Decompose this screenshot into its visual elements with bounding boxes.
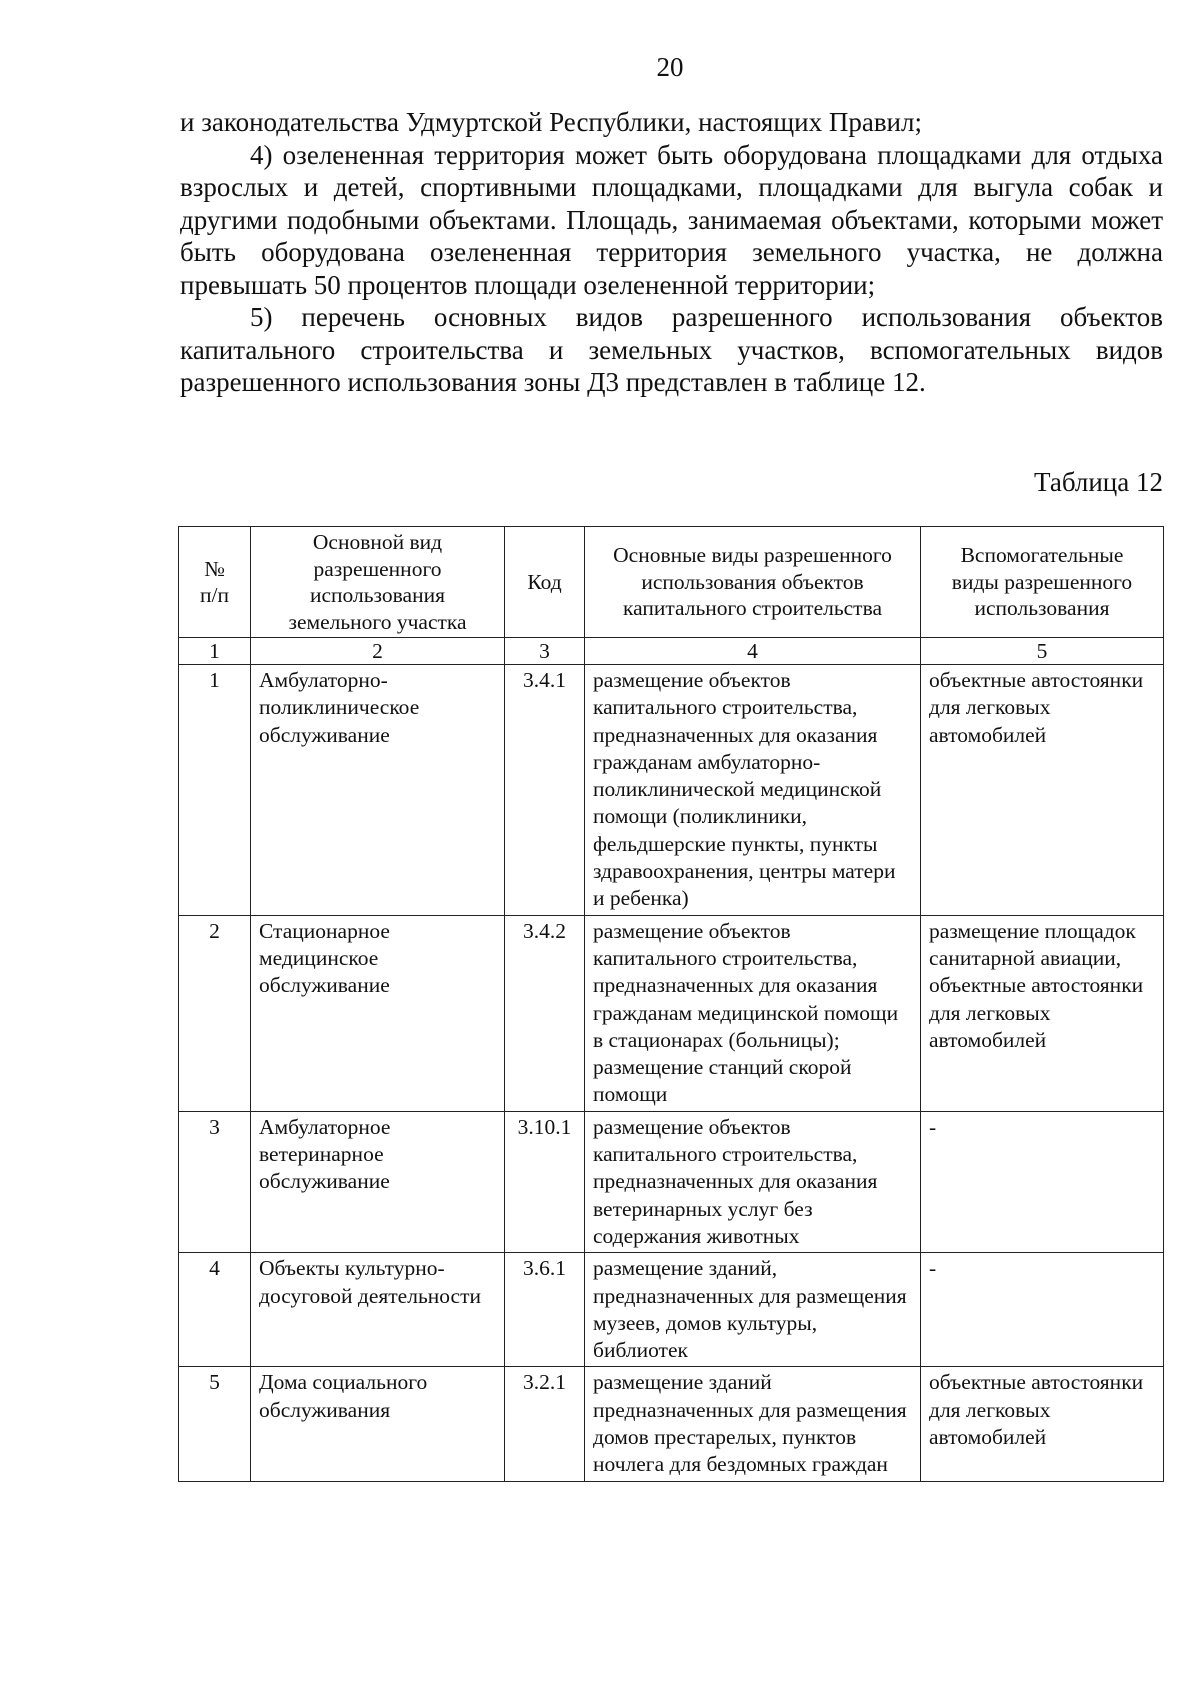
land-use-kind: Дома социального обслуживания xyxy=(251,1367,505,1481)
row-number: 3 xyxy=(179,1111,251,1252)
row-number: 1 xyxy=(179,665,251,916)
table-row xyxy=(179,1111,1164,1252)
header-number: № п/п xyxy=(179,527,251,638)
main-uses: размещение зданий предназначенных для размещения домов престарелых, пунктов ночлега для бездомных граждан xyxy=(585,1367,921,1481)
table-row xyxy=(179,665,1164,916)
auxiliary-uses: - xyxy=(921,1253,1164,1367)
row-number: 4 xyxy=(179,1253,251,1367)
land-use-code: 3.4.1 xyxy=(505,665,585,916)
column-number: 5 xyxy=(921,638,1164,665)
header-code: Код xyxy=(505,527,585,638)
header-land-use-kind: Основной вид разрешенного использования земельного участка xyxy=(251,527,505,638)
column-number-row xyxy=(179,638,1164,665)
column-number: 3 xyxy=(505,638,585,665)
land-use-table xyxy=(178,526,1164,1482)
land-use-kind: Стационарное медицинское обслуживание xyxy=(251,915,505,1111)
land-use-kind: Амбулаторно-поликлиническое обслуживание xyxy=(251,665,505,916)
land-use-code: 3.10.1 xyxy=(505,1111,585,1252)
main-uses: размещение объектов капитального строительства, предназначенных для оказания гражданам амбулаторно-поликлинической медицинской помощи (поликлиники, фельдшерские пункты, пункты здравоохранения, центры матери и ребенка) xyxy=(585,665,921,916)
paragraph-continuation: и законодательства Удмуртской Республики, настоящих Правил; xyxy=(180,107,922,137)
header-main-uses: Основные виды разрешенного использования объектов капитального строительства xyxy=(585,527,921,638)
auxiliary-uses: объектные автостоянки для легковых автомобилей xyxy=(921,1367,1164,1481)
row-number: 2 xyxy=(179,915,251,1111)
main-uses: размещение зданий, предназначенных для размещения музеев, домов культуры, библиотек xyxy=(585,1253,921,1367)
land-use-kind: Амбулаторное ветеринарное обслуживание xyxy=(251,1111,505,1252)
auxiliary-uses: размещение площадок санитарной авиации, объектные автостоянки для легковых автомобилей xyxy=(921,915,1164,1111)
land-use-code: 3.4.2 xyxy=(505,915,585,1111)
paragraph-item-4: 4) озелененная территория может быть оборудована площадками для отдыха взрослых и детей, спортивными площадками, площадками для выгула собак и другими подобными объектами. Площадь, занимаемая объектами, которыми может быть оборудована озелененная территория земельного участка, не должна превышать 50 процентов площади озелененной территории; xyxy=(180,139,1163,300)
land-use-code: 3.2.1 xyxy=(505,1367,585,1481)
column-number: 1 xyxy=(179,638,251,665)
row-number: 5 xyxy=(179,1367,251,1481)
page-number: 20 xyxy=(656,52,684,82)
main-uses: размещение объектов капитального строительства, предназначенных для оказания ветеринарных услуг без содержания животных xyxy=(585,1111,921,1252)
land-use-kind: Объекты культурно-досуговой деятельности xyxy=(251,1253,505,1367)
main-uses: размещение объектов капитального строительства, предназначенных для оказания гражданам медицинской помощи в стационарах (больницы); размещение станций скорой помощи xyxy=(585,915,921,1111)
land-use-code: 3.6.1 xyxy=(505,1253,585,1367)
table-row xyxy=(179,915,1164,1111)
body-text xyxy=(180,106,1163,399)
column-number: 4 xyxy=(585,638,921,665)
paragraph-item-5: 5) перечень основных видов разрешенного использования объектов капитального строительства и земельных участков, вспомогательных видов разрешенного использования зоны Д3 представлен в таблице 12. xyxy=(180,302,1163,397)
header-auxiliary-uses: Вспомогательные виды разрешенного использования xyxy=(921,527,1164,638)
table-row xyxy=(179,1253,1164,1367)
auxiliary-uses: - xyxy=(921,1111,1164,1252)
table-header-row xyxy=(179,527,1164,638)
auxiliary-uses: объектные автостоянки для легковых автомобилей xyxy=(921,665,1164,916)
column-number: 2 xyxy=(251,638,505,665)
table-row xyxy=(179,1367,1164,1481)
table-caption: Таблица 12 xyxy=(1034,467,1163,497)
